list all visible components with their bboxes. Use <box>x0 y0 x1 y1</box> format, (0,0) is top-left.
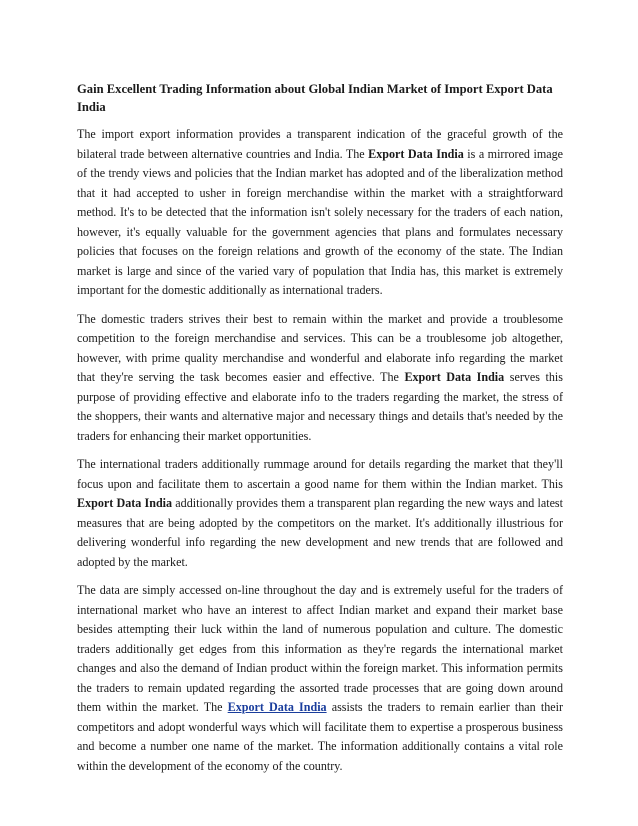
text-run: The domestic traders strives their best to remain within the market and provide a troublesome competition to the foreign merchandise and services. This can be a troublesome job altogether, however, with prime quality merchandise and wonderful and elaborate info regarding the market that they're serving the task becomes easier and effective. The <box>77 311 563 384</box>
document-body <box>77 125 563 776</box>
text-run: The data are simply accessed on-line throughout the day and is extremely useful for the traders of international market who have an interest to affect Indian market and expand their market base besides attempting their luck within the land of numerous population and culture. The domestic traders additionally get edges from this information as they're regards the international market changes and also the demand of Indian product within the foreign market. This information permits the traders to remain updated regarding the assorted trade processes that are going down around them within the market. The <box>77 583 563 714</box>
text-run: serves this purpose of providing effective and elaborate info to the traders regarding the market, the stress of the shoppers, their wants and alternative major and necessary things and details that's needed by the traders for enhancing their market opportunities. <box>77 370 563 443</box>
text-run: The import export information provides a transparent indication of the graceful growth of the bilateral trade between alternative countries and India. The <box>77 127 563 161</box>
bold-term: Export Data India <box>77 496 173 510</box>
export-data-india-link[interactable]: Export Data India <box>227 700 327 714</box>
document-page <box>77 80 563 785</box>
body-paragraph <box>77 310 563 447</box>
text-run: assists the traders to remain earlier than their competitors and adopt wonderful ways which will facilitate them to expertise a prosperous business and become a number one name of the market. The information additionally contains a vital role within the development of the economy of the country. <box>77 700 564 773</box>
bold-term: Export Data India <box>368 146 464 161</box>
bold-term: Export Data India <box>404 370 505 384</box>
body-paragraph <box>77 455 563 572</box>
text-run: is a mirrored image of the trendy views and policies that the Indian market has adopted and of the liberalization method that it had accepted to usher in foreign merchandise within the market with a straightforward method. It's to be detected that the information isn't solely necessary for the traders of each nation, however, it's equally valuable for the government agencies that plans and formulates necessary policies that focuses on the foreign relations and growth of the economy of the state. The Indian market is large and since of the varied vary of population that India has, this market is extremely important for the domestic additionally as international traders. <box>77 146 564 297</box>
text-run: additionally provides them a transparent plan regarding the new ways and latest measures that are being adopted by the competitors on the market. It's additionally illustrious for delivering wonderful info regarding the new development and new trends that are followed and adopted by the market. <box>77 496 563 569</box>
document-title: Gain Excellent Trading Information about Global Indian Market of Import Export Data India <box>77 82 553 114</box>
body-paragraph <box>77 125 563 301</box>
body-paragraph <box>77 581 563 776</box>
text-run: The international traders additionally rummage around for details regarding the market that they'll focus upon and facilitate them to ascertain a good name for them within the Indian market. This <box>77 457 563 491</box>
